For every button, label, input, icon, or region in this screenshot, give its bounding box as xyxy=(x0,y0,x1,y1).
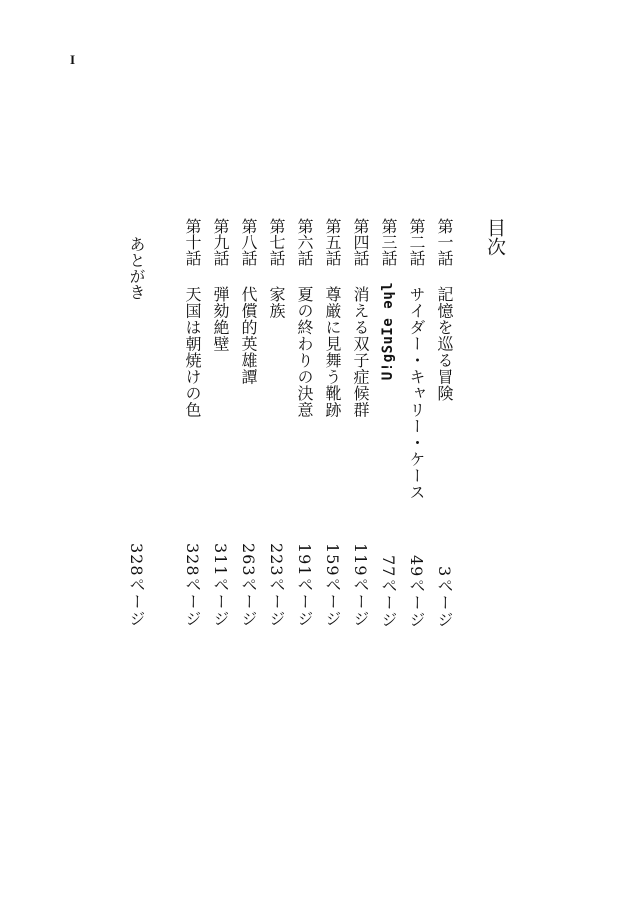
toc-title: 目次 xyxy=(484,218,506,256)
episode-page: 49ページ xyxy=(407,554,426,628)
episode-number: 第六話 xyxy=(295,218,314,266)
toc-entry-4[interactable] xyxy=(349,218,371,628)
episode-title: 代償的英雄譚 xyxy=(239,286,258,385)
episode-title-stylized: U!gSuIe ǝɥl xyxy=(380,282,396,381)
toc-entry-3[interactable] xyxy=(377,218,399,628)
episode-number: 第二話 xyxy=(407,218,426,266)
episode-title: 夏の終わりの決意 xyxy=(295,286,314,418)
episode-number: 第三話 xyxy=(379,218,398,266)
toc-entry-7[interactable] xyxy=(265,218,287,628)
toc-entry-9[interactable] xyxy=(209,218,231,628)
episode-page: 328ページ xyxy=(183,543,202,628)
episode-number: 第十話 xyxy=(183,218,202,266)
episode-page: 191ページ xyxy=(295,543,314,628)
episode-page: 159ページ xyxy=(323,543,342,628)
episode-page: 223ページ xyxy=(267,543,286,628)
episode-page: 263ページ xyxy=(239,543,258,628)
afterword-page: 328ページ xyxy=(127,543,146,628)
episode-number: 第八話 xyxy=(239,218,258,266)
episode-page: 77ページ xyxy=(379,554,398,628)
toc-entry-8[interactable] xyxy=(237,218,259,628)
toc-entry-1[interactable] xyxy=(433,218,455,628)
episode-number: 第五話 xyxy=(323,218,342,266)
toc-entry-10[interactable] xyxy=(181,218,203,628)
episode-number: 第九話 xyxy=(211,218,230,266)
episode-title: 弾劾絶壁 xyxy=(211,286,230,352)
afterword-title: あとがき xyxy=(127,236,146,300)
toc-entry-5[interactable] xyxy=(321,218,343,628)
episode-title: 記憶を巡る冒険 xyxy=(435,286,454,402)
episode-title: 尊厳に見舞う靴跡 xyxy=(323,286,342,418)
episode-title: 消える双子症候群 xyxy=(351,286,370,418)
toc-entry-6[interactable] xyxy=(293,218,315,628)
toc-entry-afterword[interactable] xyxy=(125,236,147,628)
episode-title: 天国は朝焼けの色 xyxy=(183,286,202,418)
episode-title: サイダー・キャリー・ケース xyxy=(407,286,426,501)
episode-title: 家族 xyxy=(267,286,286,319)
episode-number: 第一話 xyxy=(435,218,454,266)
page-number: I xyxy=(70,52,76,67)
toc-entry-2[interactable] xyxy=(405,218,427,628)
episode-number: 第七話 xyxy=(267,218,286,266)
episode-page: 119ページ xyxy=(351,543,370,628)
episode-page: 311ページ xyxy=(211,543,230,628)
episode-number: 第四話 xyxy=(351,218,370,266)
episode-page: 3ページ xyxy=(435,565,454,628)
